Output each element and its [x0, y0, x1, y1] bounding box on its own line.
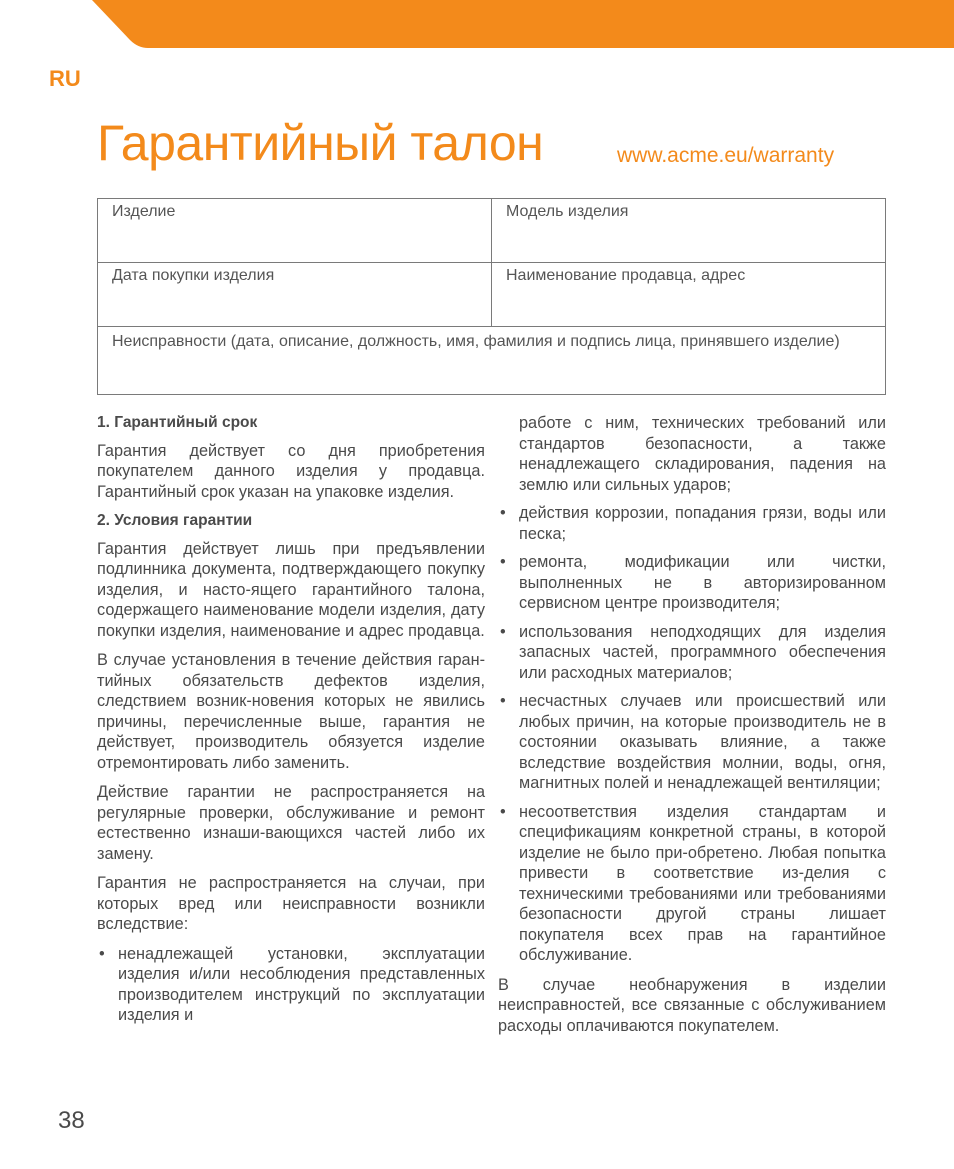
list-item: • ненадлежащей установки, эксплуатации изделия и/или несоблюдения представленных производителем инструкций по эксплуатации изделия и — [97, 944, 485, 1026]
section1-heading: 1. Гарантийный срок — [97, 414, 258, 431]
list-item: • использования неподходящих для изделия запасных частей, программного обеспечения или расходных материалов; — [498, 622, 886, 684]
section2-paragraph-4: Гарантия не распространяется на случаи, при которых вред или неисправности возникли вследствие: — [97, 874, 485, 933]
left-column — [97, 413, 485, 1035]
section2-paragraph-1: Гарантия действует лишь при предъявлении подлинника документа, подтверждающего покупку изделия, и насто-ящего гарантийного талона, содержащего наименование модели изделия, дату покупки изделия, наименование и адрес продавца. — [97, 539, 485, 640]
closing-paragraph: В случае необнаружения в изделии неисправностей, все связанные с обслуживанием расходы оплачиваются покупателем. — [498, 975, 886, 1035]
product-label: Изделие — [112, 203, 176, 220]
warranty-url-link[interactable]: www.acme.eu/warranty — [617, 144, 835, 167]
purchase-date-field[interactable] — [98, 263, 492, 327]
defects-label: Неисправности (дата, описание, должность, имя, фамилия и подпись лица, принявшего изделие) — [112, 333, 840, 350]
header-accent-bar — [0, 0, 954, 48]
model-label: Модель изделия — [506, 203, 629, 220]
purchase-date-label: Дата покупки изделия — [112, 267, 275, 284]
list-item: • несоответствия изделия стандартам и спецификациям конкретной страны, в которой изделие не было при-обретено. Любая попытка привести в соответствие из-делия с техническими требованиями или требованиями безопасности другой страны лишает покупателя всех прав на гарантийное обслуживание. — [498, 802, 886, 966]
language-code: RU — [49, 66, 81, 91]
list-item: • ремонта, модификации или чистки, выполненных не в авторизированном сервисном центре производителя; — [498, 552, 886, 614]
page-number: 38 — [58, 1107, 85, 1134]
warranty-form-table — [97, 198, 886, 395]
section2-paragraph-2: В случае установления в течение действия гаран-тийных обязательств дефектов изделия, следствием возник-новения которых не явились причины, перечисленные выше, гарантия не действует, производитель обязуется изделие отремонтировать либо заменить. — [97, 651, 485, 772]
exclusions-list-right — [498, 413, 886, 966]
section1-paragraph: Гарантия действует со дня приобретения покупателем данного изделия у продавца. Гарантийный срок указан на упаковке изделия. — [97, 441, 485, 501]
right-column — [498, 413, 886, 1045]
section2-paragraph-3: Действие гарантии не распространяется на регулярные проверки, обслуживание и ремонт естественно изнаши-вающихся частей либо их замену. — [97, 783, 485, 863]
page-title: Гарантийный талон — [97, 115, 544, 171]
list-item: • действия коррозии, попадания грязи, воды или песка; — [498, 503, 886, 544]
product-field[interactable] — [98, 199, 492, 263]
seller-label: Наименование продавца, адрес — [506, 267, 746, 284]
list-item-continued: работе с ним, технических требований или стандартов безопасности, а также ненадлежащего складирования, падения на землю или сильных ударов; — [519, 414, 886, 494]
defects-field[interactable] — [98, 327, 886, 395]
exclusions-list-left — [97, 944, 485, 1026]
seller-field[interactable] — [492, 263, 886, 327]
list-item: • несчастных случаев или происшествий или любых причин, на которые производитель не в состоянии оказывать влияние, а также вследствие воздействия молнии, воды, огня, магнитных полей и ненадлежащей вентиляции; — [498, 691, 886, 794]
model-field[interactable] — [492, 199, 886, 263]
section2-heading: 2. Условия гарантии — [97, 512, 253, 529]
